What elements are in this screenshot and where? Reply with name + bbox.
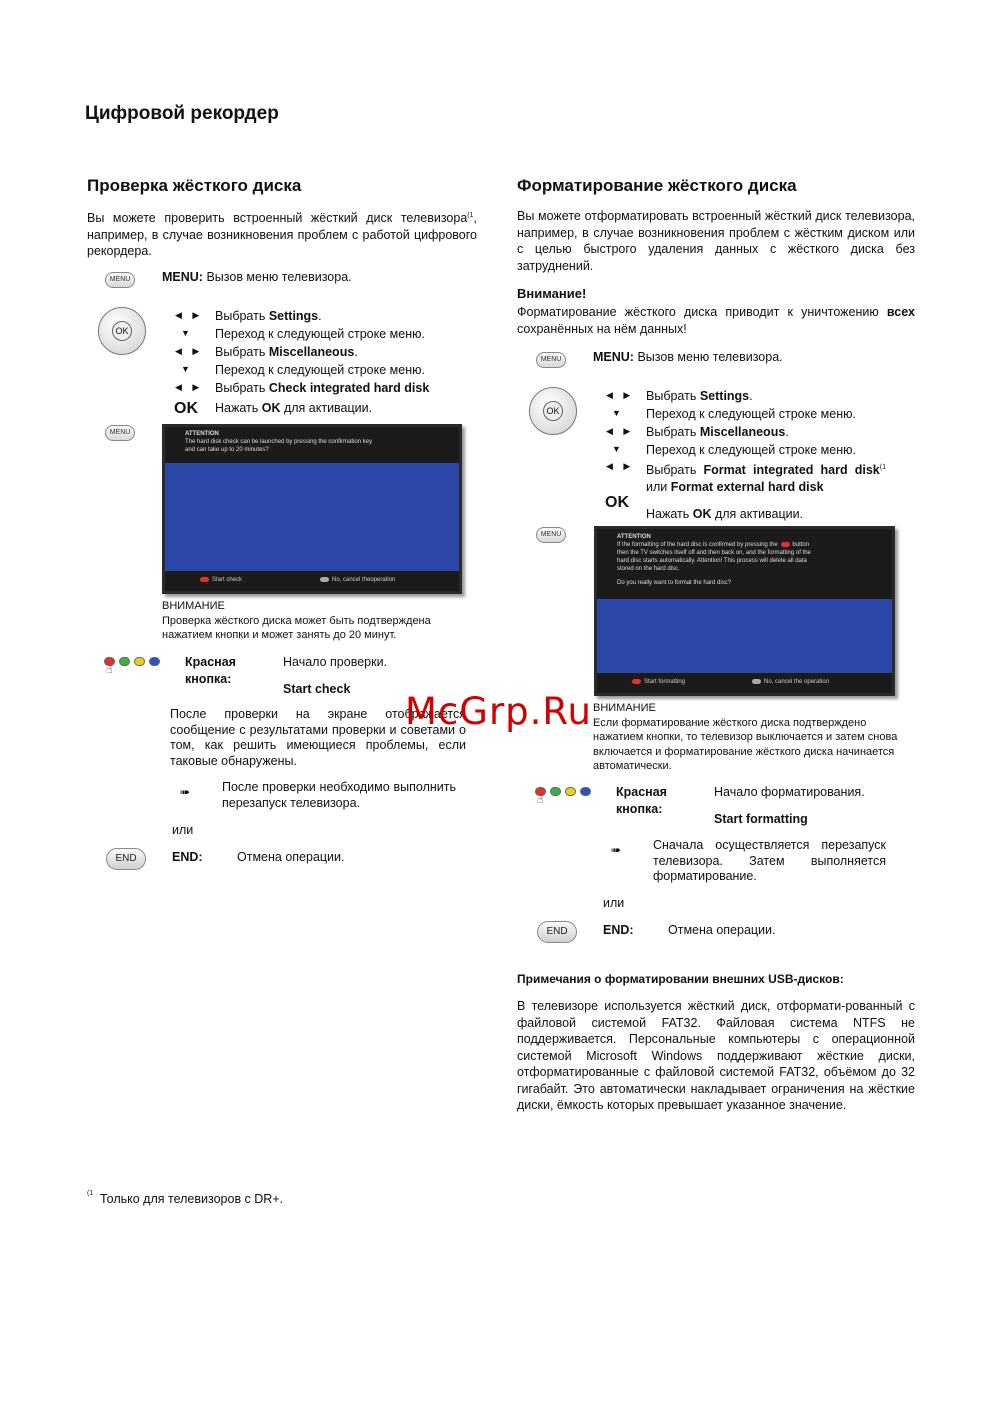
left-menu-key: MENU:: [162, 270, 203, 284]
menu-step: [646, 388, 753, 404]
right-or: или: [603, 896, 625, 910]
menu-step-option: Miscellaneous: [699, 425, 786, 439]
right-screen-line3: hard disc starts automatically. Attention! This process will delete all data: [617, 558, 807, 564]
blue-button-icon-2: [580, 787, 591, 796]
right-menu-text: Вызов меню телевизора.: [637, 350, 783, 364]
menu-step-text: Выбрать: [646, 389, 700, 403]
right-menu-line: [593, 349, 783, 365]
ok-button-icon: OK: [112, 321, 132, 341]
left-or: или: [172, 823, 194, 837]
left-screen-start-label: Start check: [212, 577, 243, 584]
down-arrow-icon: ▼: [612, 444, 625, 454]
left-intro-sup: (1: [467, 212, 474, 219]
hand-pointer-icon-2: ☝: [537, 794, 544, 806]
left-screen-cancel: [320, 577, 395, 583]
menu-step-option: Settings: [699, 389, 750, 403]
menu-step-suffix: .: [785, 425, 789, 439]
left-heading: Проверка жёсткого диска: [87, 176, 302, 195]
red-dot-icon: [200, 577, 209, 582]
down-arrow-icon: ▼: [181, 364, 194, 374]
menu-step-suffix: .: [749, 389, 753, 403]
right-screen-cancel-label: No, cancel the operation: [764, 679, 830, 686]
left-end-text: Отмена операции.: [237, 850, 345, 864]
right-ok-line: [646, 506, 803, 522]
usb-text: В телевизоре используется жёсткий диск, отформати-рованный с файловой системой FAT32. Файловая система NTFS не поддерживается. Персональные компьютеры с операционной системой Microsoft Windows поддерживают жёсткие диски, отформатированные с файловой системой FAT32, объёмом до 32 гигабайт. Это автоматически накладывает ограничения на жёсткие диски, ёмкость которых превышает указанное значение.: [517, 999, 915, 1112]
left-screen-cancel-label: No, cancel theoperation: [332, 577, 396, 584]
right-screen-footer: [597, 673, 892, 693]
right-ok-pre: Нажать: [646, 507, 693, 521]
hand-pointer-icon: ☝: [106, 664, 113, 676]
right-end-key: END:: [603, 923, 634, 937]
menu-step-text: Переход к следующей строке меню.: [646, 407, 856, 421]
usb-title: Примечания о форматировании внешних USB-дисков:: [517, 972, 844, 986]
left-right-arrows-icon: ◀ ▶: [606, 390, 635, 400]
right-screen-line1b: button: [792, 542, 810, 548]
menu-step-option: Settings: [268, 309, 319, 323]
right-warn-bold: всех: [886, 305, 915, 319]
menu-step-suffix: .: [318, 309, 322, 323]
right-screen-line5: Do you really want to format the hard disc?: [617, 580, 732, 586]
menu-step-text: Переход к следующей строке меню.: [646, 443, 856, 457]
right-screen-start: [632, 679, 685, 685]
left-ok-line: [215, 400, 372, 416]
down-arrow-icon: ▼: [181, 328, 194, 338]
left-screen-line1: The hard disk check can be launched by pressing the confirmation key: [185, 439, 373, 445]
left-after-text: После проверки на экране отображается сообщение с результатами проверки и советами о том, как решить имеющиеся проблемы, если таковые обнаружены.: [170, 707, 466, 768]
red-dot-icon-3: [632, 679, 641, 684]
left-menu-line: [162, 269, 352, 285]
note-arrow-icon: ➠: [180, 785, 191, 799]
end-button-icon: END: [106, 848, 146, 870]
right-caption: [593, 701, 903, 774]
left-red-bold: Start check: [283, 682, 351, 696]
green-button-icon: [119, 657, 130, 666]
left-red-label: Красная кнопка:: [185, 655, 236, 686]
yellow-button-icon: [134, 657, 145, 666]
right-intro: Вы можете отформатировать встроенный жёсткий диск телевизора, например, в случае возникновения проблем с жёстким диском или с целью быстрого удаления данных с жёсткого диска без затруднений.: [517, 209, 915, 273]
menu-step: [215, 326, 425, 342]
left-intro-a: Вы можете проверить встроенный жёсткий диск телевизора: [87, 211, 468, 226]
menu-step-text: Выбрать: [215, 381, 269, 395]
right-warn-text: [517, 304, 915, 337]
watermark: McGrp.Ru: [405, 690, 592, 733]
right-screen-line4: stored on the hard disc.: [617, 566, 680, 572]
right-format-or: или: [646, 480, 671, 495]
menu-step-suffix: .: [354, 345, 358, 359]
blue-button-icon: [149, 657, 160, 666]
left-screen-footer: [165, 571, 459, 591]
right-end-text: Отмена операции.: [668, 923, 776, 937]
right-format-pre: Выбрать: [646, 463, 704, 478]
remote-dpad-icon-2: [529, 387, 577, 435]
right-menu-key: MENU:: [593, 350, 634, 364]
right-format-sup: (1: [879, 464, 886, 471]
page-title: Цифровой рекордер: [85, 103, 279, 124]
end-button-icon-2: END: [537, 921, 577, 943]
right-caption-title: ВНИМАНИЕ: [593, 702, 656, 714]
left-screen-title: ATTENTION: [185, 431, 219, 437]
left-caption-title: ВНИМАНИЕ: [162, 600, 225, 612]
left-menu-text: Вызов меню телевизора.: [206, 270, 352, 284]
menu-step-text: Переход к следующей строке меню.: [215, 363, 425, 377]
menu-step: [646, 442, 856, 458]
left-right-arrows-icon: ◀ ▶: [175, 310, 204, 320]
right-screen-start-label: Start formatting: [644, 679, 686, 686]
ok-icon-2: OK: [605, 494, 629, 511]
right-format-bold1: Format integrated hard disk: [703, 463, 880, 478]
left-ok-post: для активации.: [280, 401, 373, 415]
left-screen-line2: and can take up to 20 minutes?: [185, 447, 269, 453]
right-screen-line1: If the formatting of the hard disc is confirmed by pressing the: [617, 542, 778, 548]
right-ok-bold: OK: [692, 507, 712, 521]
left-intro-b: , например, в случае возникновения проблем с работой цифрового рекордера.: [87, 211, 477, 259]
footnote-text: Только для телевизоров с DR+.: [100, 1192, 284, 1206]
down-arrow-icon: ▼: [612, 408, 625, 418]
menu-step: [646, 406, 856, 422]
menu-step-text: Переход к следующей строке меню.: [215, 327, 425, 341]
left-red-action: Начало проверки.: [283, 655, 388, 669]
red-dot-icon-2: [781, 542, 790, 547]
menu-step: [215, 362, 425, 378]
menu-step-text: Выбрать: [215, 345, 269, 359]
left-tv-screen: [162, 424, 462, 594]
left-intro: [87, 208, 477, 260]
right-tv-screen: [594, 526, 895, 696]
right-warn-b: сохранённых на нём данных!: [517, 321, 687, 336]
right-screen-line1-wrap: [617, 541, 872, 549]
left-right-arrows-icon: ◀ ▶: [606, 461, 635, 471]
yellow-button-icon-2: [565, 787, 576, 796]
left-ok-bold: OK: [261, 401, 281, 415]
menu-step-option: Check integrated hard disk: [268, 381, 430, 395]
left-right-arrows-icon: ◀ ▶: [606, 426, 635, 436]
left-caption-text: Проверка жёсткого диска может быть подтверждена нажатием кнопки и может занять до 20 минут.: [162, 614, 431, 641]
right-screen-header: [597, 529, 892, 599]
menu-step-text: Выбрать: [646, 425, 700, 439]
right-red-action: Начало форматирования.: [714, 785, 865, 799]
right-caption-text: Если форматирование жёсткого диска подтверждено нажатием кнопки, то телевизор выключается и затем снова включается и форматирование жёсткого диска начинается автоматически.: [593, 716, 898, 772]
left-right-arrows-icon: ◀ ▶: [175, 382, 204, 392]
footnote-mark: (1: [87, 1190, 94, 1197]
menu-step: [215, 380, 429, 396]
menu-button-icon: MENU: [105, 272, 135, 288]
end-dot-icon: [320, 577, 329, 582]
menu-step-text: Выбрать: [215, 309, 269, 323]
left-screen-header: [165, 427, 459, 463]
left-caption: [162, 599, 472, 643]
left-screen-start: [200, 577, 242, 583]
menu-button-icon-3: MENU: [536, 352, 566, 368]
remote-dpad-icon: [98, 307, 146, 355]
right-screen-line2: then the TV switches itself off and then back on, and the formatting of the: [617, 550, 811, 556]
right-warn-title: Внимание!: [517, 286, 587, 301]
right-warn-a: Форматирование жёсткого диска приводит к уничтожению: [517, 305, 887, 319]
menu-button-icon-4: MENU: [536, 527, 566, 543]
right-red-bold: Start formatting: [714, 812, 808, 826]
menu-step-option: Miscellaneous: [268, 345, 355, 359]
menu-step: [215, 308, 322, 324]
right-heading: Форматирование жёсткого диска: [517, 176, 797, 195]
right-ok-post: для активации.: [711, 507, 804, 521]
right-red-label: Красная кнопка:: [616, 785, 667, 816]
left-note-text: После проверки необходимо выполнить перезапуск телевизора.: [222, 780, 456, 810]
right-format-bold2: Format external hard disk: [670, 480, 824, 495]
left-right-arrows-icon: ◀ ▶: [175, 346, 204, 356]
right-note-text: Сначала осуществляется перезапуск телевизора. Затем выполняется форматирование.: [653, 838, 886, 883]
left-end-key: END:: [172, 850, 203, 864]
left-ok-pre: Нажать: [215, 401, 262, 415]
end-dot-icon-2: [752, 679, 761, 684]
right-format-line: [646, 459, 886, 496]
right-screen-cancel: [752, 679, 829, 685]
menu-step: [215, 344, 358, 360]
ok-button-icon-2: OK: [543, 401, 563, 421]
right-screen-title: ATTENTION: [617, 534, 651, 540]
menu-button-icon-2: MENU: [105, 425, 135, 441]
ok-icon: OK: [174, 400, 198, 417]
green-button-icon-2: [550, 787, 561, 796]
note-arrow-icon-2: ➠: [611, 843, 622, 857]
menu-step: [646, 424, 789, 440]
